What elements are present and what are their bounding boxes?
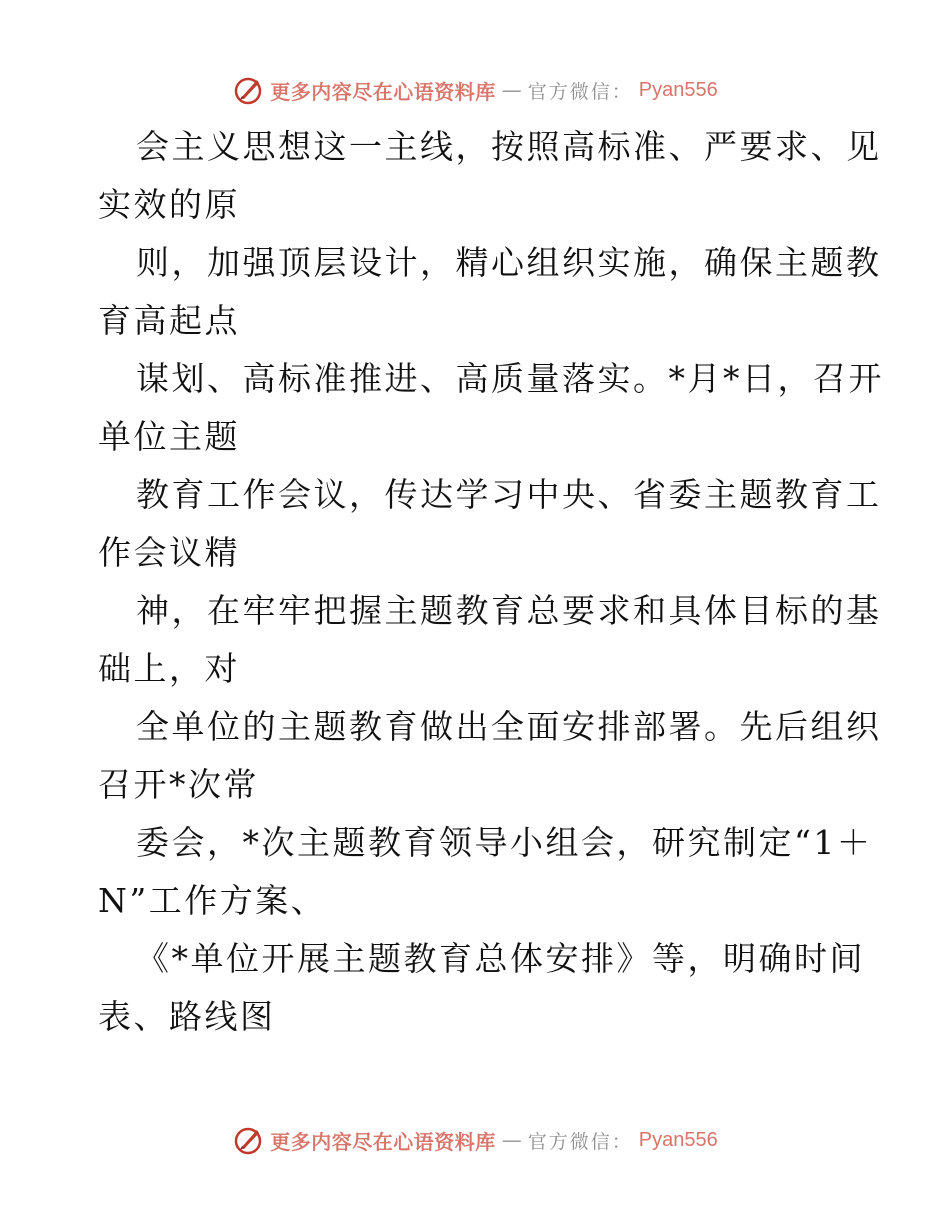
watermark-brand-text: 更多内容尽在心语资料库 xyxy=(270,79,496,104)
body-line: 谋划、高标准推进、高质量落实。*月*日，召开 xyxy=(136,359,884,398)
quill-pen-logo-icon xyxy=(232,1124,264,1156)
body-line: 实效的原 xyxy=(98,185,240,224)
body-line: 会主义思想这一主线，按照高标准、严要求、见 xyxy=(136,127,882,166)
body-line: 委会，*次主题教育领导小组会，研究制定“1＋ xyxy=(136,823,873,862)
body-line: 教育工作会议，传达学习中央、省委主题教育工 xyxy=(136,475,882,514)
watermark-separator: — xyxy=(501,78,522,102)
watermark-brand-text: 更多内容尽在心语资料库 xyxy=(270,1129,496,1154)
watermark-account: Pyan556 xyxy=(638,1128,718,1151)
body-line: 则，加强顶层设计，精心组织实施，确保主题教 xyxy=(136,243,882,282)
body-line: 表、路线图 xyxy=(98,997,276,1036)
document-body xyxy=(98,118,884,1046)
body-line: 《*单位开展主题教育总体安排》等，明确时间 xyxy=(136,939,865,978)
body-line: N”工作方案、 xyxy=(98,881,327,920)
body-line: 单位主题 xyxy=(98,417,240,456)
body-line: 召开*次常 xyxy=(98,765,259,804)
watermark-label: 官方微信： xyxy=(527,80,633,103)
body-line: 育高起点 xyxy=(98,301,240,340)
quill-pen-logo-icon xyxy=(232,74,264,106)
body-line: 全单位的主题教育做出全面安排部署。先后组织 xyxy=(136,707,882,746)
footer-watermark xyxy=(0,1120,950,1160)
watermark-separator: — xyxy=(501,1128,522,1152)
header-watermark xyxy=(0,70,950,110)
watermark-label: 官方微信： xyxy=(527,1130,633,1153)
body-line: 作会议精 xyxy=(98,533,240,572)
watermark-account: Pyan556 xyxy=(638,78,718,101)
body-line: 础上，对 xyxy=(98,649,240,688)
body-line: 神，在牢牢把握主题教育总要求和具体目标的基 xyxy=(136,591,882,630)
